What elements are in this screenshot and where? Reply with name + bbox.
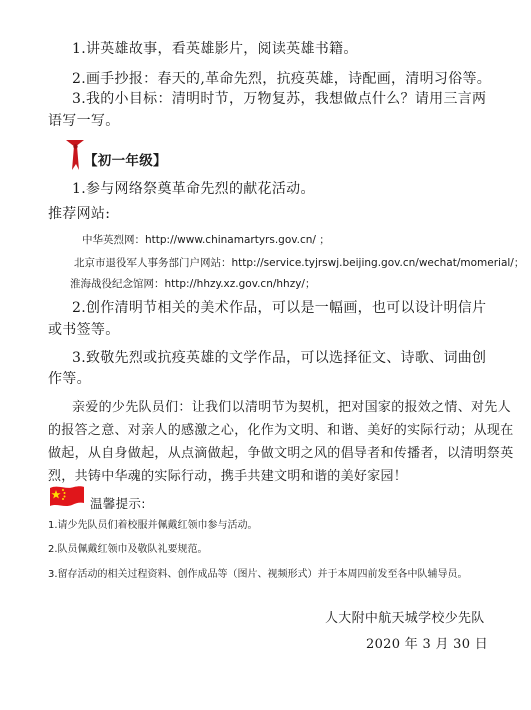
flag-icon bbox=[48, 484, 86, 510]
site-link[interactable]: 北京市退役军人事务部门户网站：http://service.tyjrswj.beijing.gov.cn/wechat/momerial/； bbox=[74, 257, 525, 269]
signature-organization: 人大附中航天城学校少先队 bbox=[325, 611, 485, 626]
closing-paragraph-line-3: 做起，从自身做起，从点滴做起，争做文明之风的倡导者和传播者，以清明祭英 bbox=[48, 446, 514, 461]
sites-label: 推荐网站: bbox=[48, 206, 111, 222]
grade-heading: 【初一年级】 bbox=[84, 153, 167, 169]
grade-item-2-line-1: 2.创作清明节相关的美术作品，可以是一幅画，也可以设计明信片 bbox=[72, 300, 487, 316]
tips-title: 温馨提示: bbox=[90, 496, 146, 511]
tips-item: 3.留存活动的相关过程资料、创作成品等（图片、视频形式）并于本周四前发至各中队辅导员。 bbox=[48, 569, 468, 580]
site-link[interactable]: 淮海战役纪念馆网：http://hhzy.xz.gov.cn/hhzy/； bbox=[70, 278, 316, 290]
tips-item: 2.队员佩戴红领巾及敬队礼要规范。 bbox=[48, 544, 208, 555]
grade-item-2-line-2: 或书签等。 bbox=[48, 322, 120, 338]
grade-item-3-line-1: 3.致敬先烈或抗疫英雄的文学作品，可以选择征文、诗歌、词曲创 bbox=[72, 350, 487, 366]
top-list-item-2: 2.画手抄报：春天的,革命先烈，抗疫英雄，诗配画，清明习俗等。 bbox=[72, 71, 492, 87]
closing-paragraph-line-1: 亲爱的少先队员们：让我们以清明节为契机，把对国家的报效之情、对先人 bbox=[72, 400, 511, 415]
site-link[interactable]: 中华英烈网：http://www.chinamartyrs.gov.cn/ ； bbox=[82, 234, 330, 246]
grade-item-1: 1.参与网络祭奠革命先烈的献花活动。 bbox=[72, 181, 315, 197]
closing-paragraph-line-4: 烈，共铸中华魂的实际行动，携手共建文明和谐的美好家园！ bbox=[48, 469, 408, 484]
closing-paragraph-line-2: 的报答之意、对亲人的感激之心，化作为文明、和谐、美好的实际行动；从现在 bbox=[48, 423, 514, 438]
top-list-item-3-line-1: 3.我的小目标：清明时节，万物复苏，我想做点什么？请用三言两 bbox=[72, 91, 487, 107]
red-scarf-icon bbox=[64, 138, 86, 172]
top-list-item-1: 1.讲英雄故事，看英雄影片，阅读英雄书籍。 bbox=[72, 41, 358, 57]
tips-item: 1.请少先队员们着校服并佩戴红领巾参与活动。 bbox=[48, 520, 258, 531]
signature-date: 2020 年 3 月 30 日 bbox=[366, 637, 489, 652]
grade-item-3-line-2: 作等。 bbox=[48, 371, 91, 387]
top-list-item-3-line-2: 语写一写。 bbox=[48, 113, 120, 129]
